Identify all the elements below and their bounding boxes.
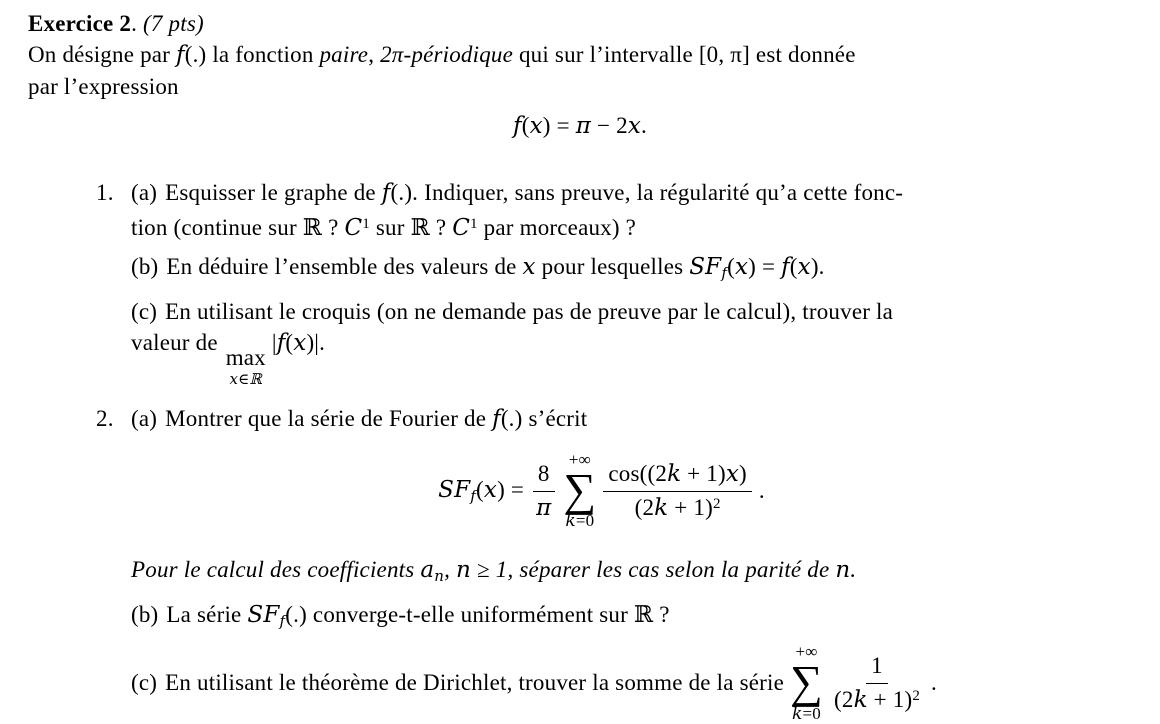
item-1c-line-1: (c) En utilisant le croquis (on ne demande pas de preuve par le calcul), trouver la: [131, 299, 894, 324]
equation-lhs: $SF_f(x)$ =: [438, 476, 525, 505]
item-2-number: 2.: [96, 406, 114, 431]
sum-upper-limit: +∞: [568, 450, 591, 469]
equation-period: .: [758, 477, 765, 503]
summation-operator: [563, 451, 596, 530]
exercise-header: [28, 8, 1132, 39]
intro-line-2: par l’expression: [28, 74, 179, 99]
item-2c-line: [131, 643, 1132, 722]
label-2c: (c): [131, 670, 158, 696]
intro-line-1: On désigne par f(.) la fonction paire, 2π-périodique qui sur l’intervalle [0, π] est donnée: [28, 42, 856, 68]
item-2: [28, 403, 1132, 723]
item-1b-line: (b) En déduire l’ensemble des valeurs de x pour lesquelles $SF_f(x) = f(x)$.: [131, 254, 825, 282]
fraction-1-over-square: $\frac{1}{(2k + 1)^2}$: [834, 653, 921, 714]
summation-operator: [790, 643, 823, 722]
reals-symbol: ℝ: [410, 215, 430, 241]
header-separator: .: [131, 11, 144, 36]
intro-paragraph: [28, 39, 1132, 103]
sum-upper-limit: +∞: [795, 642, 818, 662]
reals-symbol: ℝ: [302, 215, 323, 241]
note-coefficients: Pour le calcul des coefficients $a_n$, n ≥ 1, séparer les cas selon la parité de n.: [131, 557, 857, 586]
max-subscript: x∈ℝ: [229, 370, 263, 388]
reals-symbol: ℝ: [633, 602, 654, 629]
sum-lower-limit: k=0: [565, 511, 595, 532]
fraction-8-over-pi: $\frac{8}{\pi}$: [531, 459, 556, 523]
max-operator: max x∈ℝ: [225, 345, 266, 388]
item-1a-line-2: tion (continue sur ℝ ? $C^1$ sur ℝ ? $C^1$ par morceaux) ?: [131, 215, 637, 241]
item-2c-text: (c) En utilisant le théorème de Dirichlet, trouver la somme de la série: [131, 670, 784, 696]
label-2b: (b): [131, 602, 159, 628]
item-1-number: 1.: [96, 180, 114, 205]
sum-lower-limit: k=0: [791, 703, 821, 724]
sigma-icon: ∑: [790, 656, 823, 708]
display-equation-fx: f(x) = π − 2x.: [513, 113, 647, 139]
item-1c-line-2: valeur de max x∈ℝ |f(x)|.: [131, 330, 326, 388]
item-2b-line: (b) La série $SF_f(.)$ converge-t-elle uniformément sur ℝ ?: [131, 602, 670, 631]
exercise-title: Exercice 2: [28, 11, 132, 36]
equation-period: .: [931, 670, 937, 696]
item-1-body: [131, 177, 1132, 387]
sigma-icon: ∑: [563, 464, 597, 515]
label-2a: (a): [131, 406, 158, 431]
label-1a: (a): [131, 180, 158, 205]
fraction-cos-term: $\frac{\cos((2k + 1)x)}{(2k + 1)^2}$: [603, 459, 752, 523]
item-1a-line-1: (a) Esquisser le graphe de f(.). Indiquer, sans preuve, la régularité qu’a cette fonc-: [131, 180, 904, 206]
item-1: [28, 177, 1132, 387]
item-2-body: [131, 403, 1132, 723]
item-2a-line: (a) Montrer que la série de Fourier de f(.) s’écrit: [131, 406, 588, 432]
label-1b: (b): [131, 254, 159, 279]
label-1c: (c): [131, 299, 158, 324]
fourier-series-equation: [131, 451, 1072, 530]
points-label: (7 pts): [143, 11, 204, 36]
